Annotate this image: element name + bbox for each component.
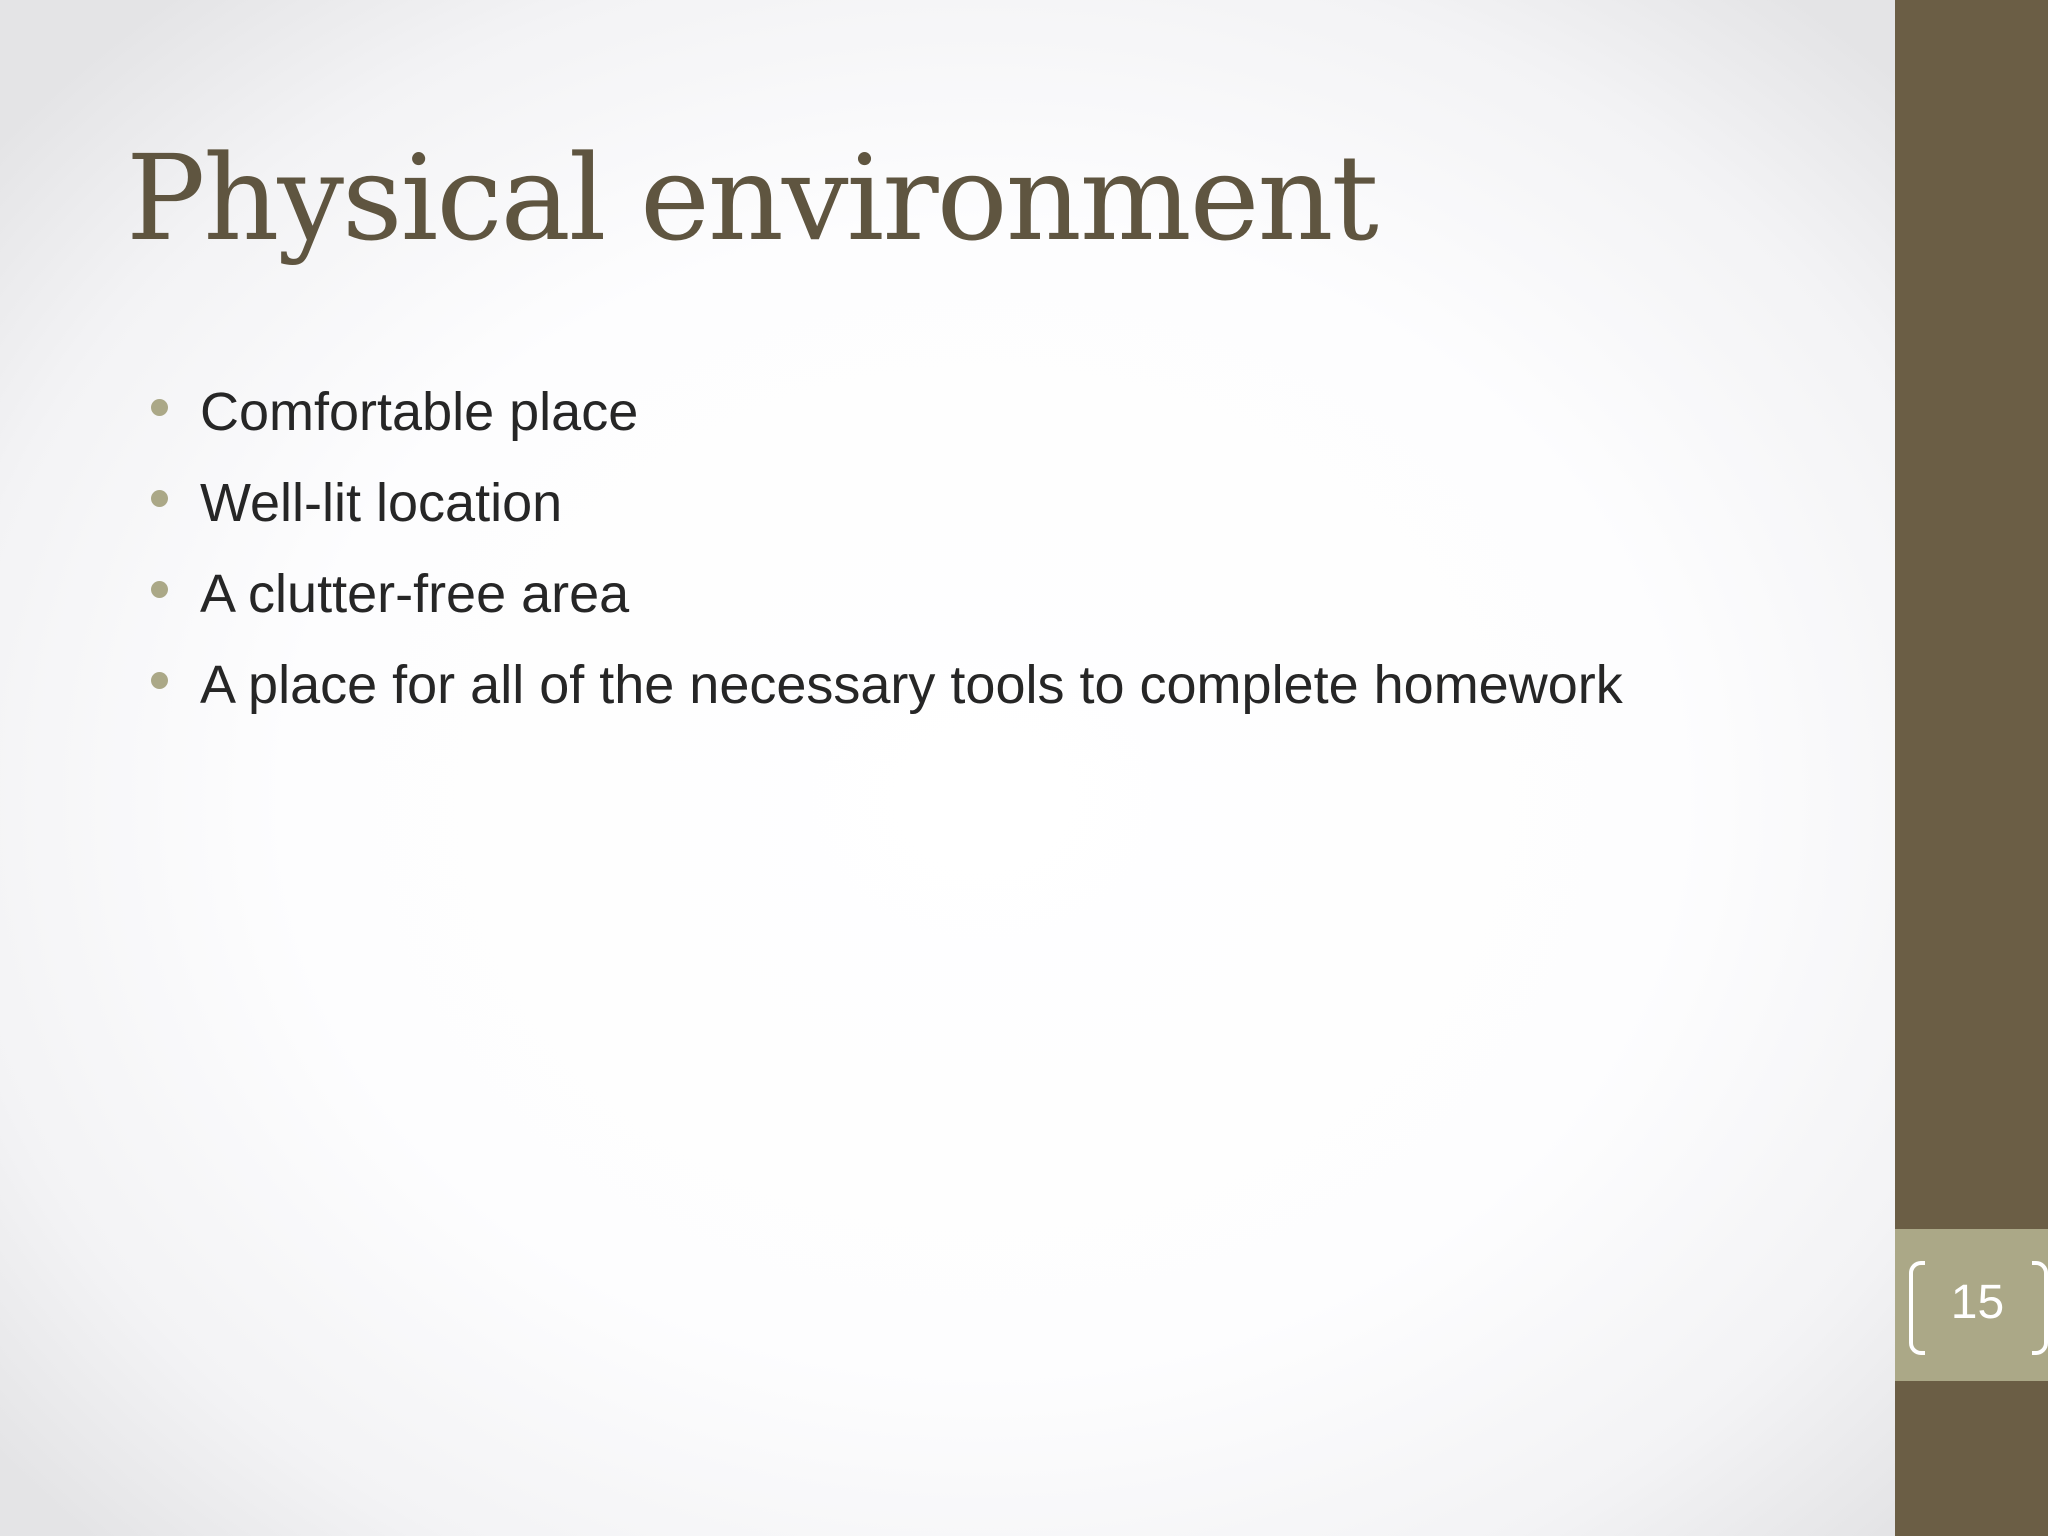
- bullet-dot-icon: [151, 672, 168, 689]
- bullet-dot-icon: [151, 581, 168, 598]
- bullet-item: [148, 372, 1623, 463]
- bullet-text: A clutter-free area: [200, 564, 630, 624]
- right-bracket-icon: [2032, 1261, 2048, 1355]
- bullet-item: [148, 463, 1623, 554]
- page-number-box: [1895, 1229, 2048, 1381]
- bullet-text: A place for all of the necessary tools to complete homework: [200, 655, 1623, 715]
- page-number: 15: [1950, 1276, 2005, 1329]
- bullet-item: [148, 645, 1623, 736]
- bullet-list: [148, 372, 1623, 736]
- bullet-item: [148, 554, 1623, 645]
- bullet-dot-icon: [151, 399, 168, 416]
- bullet-text: Well-lit location: [200, 473, 563, 533]
- bullet-dot-icon: [151, 490, 168, 507]
- bullet-text: Comfortable place: [200, 382, 639, 442]
- slide-title: Physical environment: [126, 129, 1377, 267]
